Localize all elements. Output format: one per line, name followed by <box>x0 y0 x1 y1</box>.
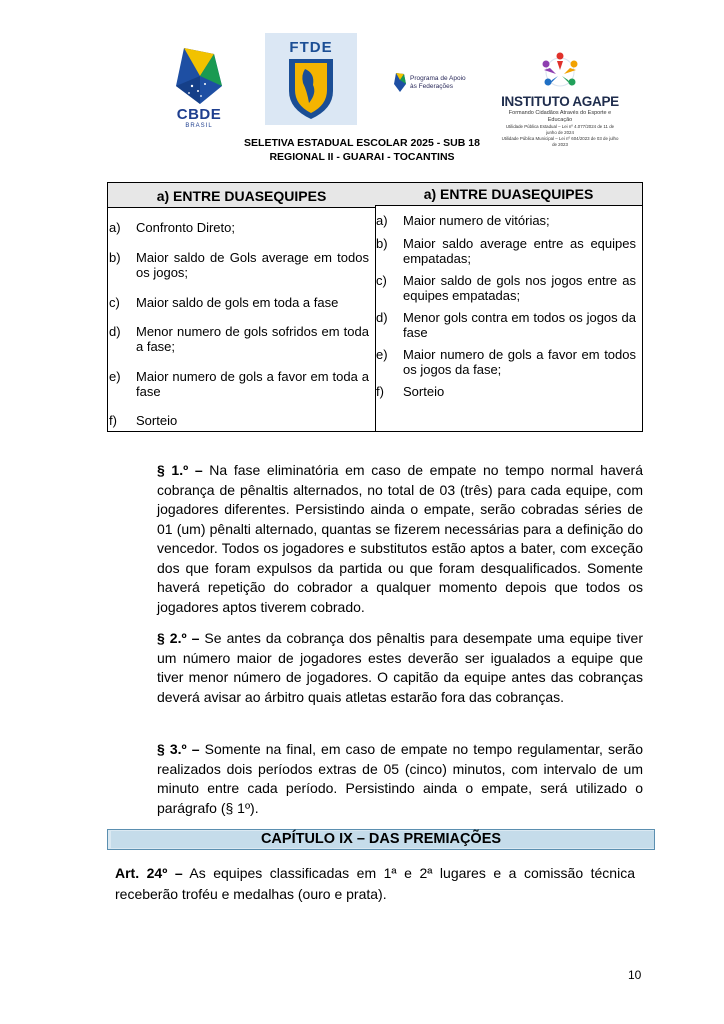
criteria-item: b) Maior saldo average entre as equipes empatadas; <box>376 236 636 266</box>
criteria-item: a) Maior numero de vitórias; <box>376 213 550 228</box>
column-header: a) ENTRE DUASEQUIPES <box>375 183 642 206</box>
criteria-item: c) Maior saldo de gols nos jogos entre as equipes empatadas; <box>376 273 636 303</box>
criteria-column-right <box>375 183 642 431</box>
agape-tagline: Formando Cidadãos Através do Esporte e Educação <box>508 110 612 123</box>
paragraph-3 <box>157 740 643 818</box>
programa-text: Programa de Apoio às Federações <box>410 75 466 90</box>
programa-emblem-icon <box>393 72 407 94</box>
cbde-emblem-icon <box>170 46 228 106</box>
criteria-item: f) Sorteio <box>376 384 445 399</box>
criteria-item: d) Menor gols contra em todos os jogos da fase <box>376 310 636 340</box>
criteria-item: e) Maior numero de gols a favor em toda a fase <box>109 369 369 399</box>
agape-law-2: Utilidade Pública Municipal – Lei nº 604/2023 de 03 de julho de 2023 <box>501 136 619 147</box>
ftde-shield-icon <box>265 33 357 125</box>
criteria-item: e) Maior numero de gols a favor em todos os jogos da fase; <box>376 347 636 377</box>
chapter-heading-bar <box>107 829 655 850</box>
criteria-item: d) Menor numero de gols sofridos em toda a fase; <box>109 324 369 354</box>
criteria-item: f) Sorteio <box>109 413 178 428</box>
programa-apoio-logo <box>393 70 473 100</box>
chapter-title: CAPÍTULO IX – DAS PREMIAÇÕES <box>260 831 502 847</box>
ftde-logo <box>265 33 357 125</box>
criteria-item: c) Maior saldo de gols em toda a fase <box>109 295 339 310</box>
paragraph-lead: § 3.º – <box>157 741 200 757</box>
article-lead: Art. 24º – <box>115 865 183 881</box>
paragraph-lead: § 2.º – <box>157 630 200 646</box>
criteria-item: a) Confronto Direto; <box>109 220 235 235</box>
agape-people-icon <box>500 50 620 94</box>
article-24 <box>115 863 635 905</box>
page-number: 10 <box>628 968 642 982</box>
agape-name: INSTITUTO AGAPE <box>501 94 619 109</box>
article-text: As equipes classificadas em 1ª e 2ª lugares e a comissão técnica receberão troféu e medalhas (ouro e prata). <box>115 865 635 902</box>
cbde-subtitle: BRASIL <box>185 123 213 129</box>
instituto-agape-logo <box>500 50 620 147</box>
document-header-line2: REGIONAL II - GUARAI - TOCANTINS <box>269 151 455 163</box>
tiebreak-criteria-table <box>107 182 643 432</box>
paragraph-text: Somente na final, em caso de empate no tempo regulamentar, serão realizados dois períodos extras de 05 (cinco) minutos, com intervalo de um minuto entre cada período. Persistindo ainda o empate, será utilizado o parágrafo (§ 1º). <box>157 741 643 816</box>
document-header-line1: SELETIVA ESTADUAL ESCOLAR 2025 - SUB 18 <box>244 137 480 149</box>
column-header: a) ENTRE DUASEQUIPES <box>108 183 375 208</box>
cbde-logo <box>170 46 228 142</box>
criteria-item: b) Maior saldo de Gols average em todos os jogos; <box>109 250 369 280</box>
cbde-name: CBDE <box>176 106 222 123</box>
ftde-name: FTDE <box>289 39 333 56</box>
agape-law-1: Utilidade Pública Estadual – Lei nº 4.077/2024 de 11 de junho de 2024 <box>505 124 615 135</box>
criteria-column-left <box>108 183 376 431</box>
paragraph-lead: § 1.º – <box>157 462 203 478</box>
paragraph-text: Na fase eliminatória em caso de empate no tempo normal haverá cobrança de pênaltis alternados, no total de 03 (três) para cada equipe, com jogadores diferentes. Persistindo ainda o empate, serão cobradas séries de 01 (um) pênalti alternado, quantas se fizerem necessárias para a definição do vencedor. Todos os jogadores e substitutos estão aptos a bater, com exceção dos que foram expulsos da partida ou que foram desqualificados. Somente haverá repetição do cobrador a qualquer momento depois que todos os jogadores aptos tiverem cobrado. <box>157 462 643 615</box>
paragraph-1 <box>157 461 643 617</box>
paragraph-2 <box>157 629 643 707</box>
paragraph-text: Se antes da cobrança dos pênaltis para desempate uma equipe tiver um número maior de jogadores estes deverão ser igualados a equipe que tiver menor número de jogadores. O capitão da equipe antes das cobranças deverá avisar ao árbitro quais atletas estarão fora das cobranças. <box>157 630 643 705</box>
